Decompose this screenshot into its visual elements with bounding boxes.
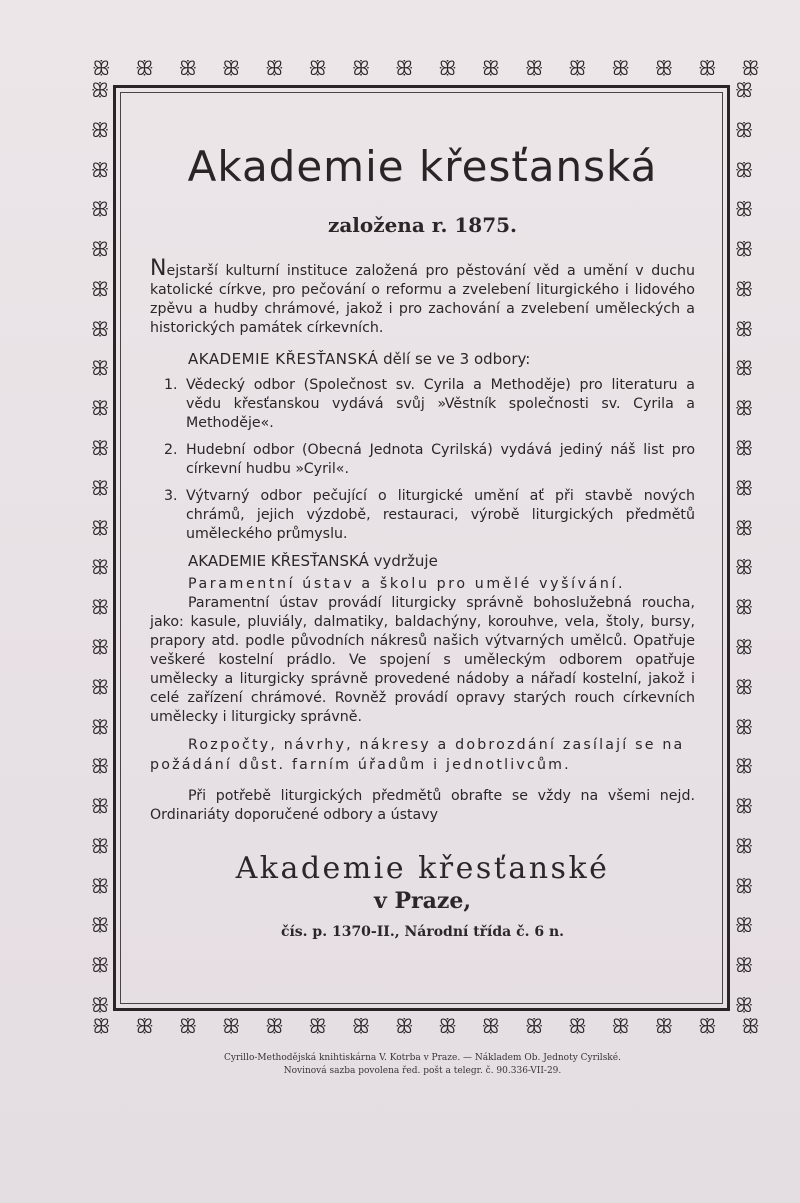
ornament-icon: ꕥ [221, 1014, 241, 1038]
ornament-icon: ꕥ [734, 833, 754, 858]
ornament-icon: ꕥ [92, 56, 111, 80]
ornament-icon: ꕥ [90, 316, 110, 341]
ornament-icon: ꕥ [90, 595, 110, 620]
ornament-icon: ꕥ [90, 436, 110, 461]
ornament-icon: ꕥ [90, 953, 110, 978]
ornament-icon: ꕥ [734, 396, 754, 421]
document-body [150, 130, 695, 990]
signature-address: čís. p. 1370-II., Národní třída č. 6 n. [280, 924, 565, 940]
ornament-icon: ꕥ [734, 634, 754, 659]
ornament-icon: ꕥ [654, 1014, 674, 1038]
divisions-heading-rest: dělí se ve 3 odbory: [378, 350, 531, 368]
ornament-icon: ꕥ [90, 794, 110, 819]
ornament-icon: ꕥ [90, 356, 110, 381]
ornament-icon: ꕥ [90, 78, 110, 102]
ornament-icon: ꕥ [697, 56, 717, 80]
ornament-icon: ꕥ [481, 56, 501, 80]
signature-city: v Praze, [374, 888, 471, 914]
ornament-icon: ꕥ [734, 754, 754, 779]
ornament-icon: ꕥ [734, 992, 754, 1017]
ornament-icon: ꕥ [734, 714, 754, 739]
maintains-heading [150, 552, 695, 570]
ornament-icon: ꕥ [734, 475, 754, 500]
ornament-icon: ꕥ [92, 1014, 111, 1038]
intro-text: ejstarší kulturní instituce založená pro pěstování věd a umění v duchu katolické církve, pro pečování o reformu a zvelebení liturgického i lidového zpěvu a hudby chrámové, jakož i pro zachování a zvelebení uměleckých a historických památek církevních. [150, 263, 695, 336]
ornament-icon: ꕥ [178, 1014, 198, 1038]
maintains-heading-lead: AKADEMIE KŘESŤANSKÁ [188, 552, 369, 570]
ornament-icon: ꕥ [90, 396, 110, 421]
ornament-icon: ꕥ [481, 1014, 501, 1038]
intro-paragraph [150, 256, 695, 338]
ornament-icon: ꕥ [90, 833, 110, 858]
page-title: Akademie křesťanská [187, 142, 658, 191]
list-item-number: 1. [164, 377, 178, 393]
ornament-icon: ꕥ [524, 56, 544, 80]
ornament-icon: ꕥ [734, 157, 754, 182]
ornament-icon: ꕥ [734, 913, 754, 938]
ornament-border-bottom [92, 1016, 760, 1036]
maintains-heading-rest: vydržuje [368, 552, 438, 570]
ornament-icon: ꕥ [734, 197, 754, 222]
ornament-icon: ꕥ [178, 56, 198, 80]
ornament-icon: ꕥ [734, 873, 754, 898]
ornament-icon: ꕥ [90, 237, 110, 262]
ornament-icon: ꕥ [394, 56, 414, 80]
ornament-icon: ꕥ [90, 634, 110, 659]
imprint-line-2: Novinová sazba povolena řed. pošt a telegr. č. 90.336-VII-29. [283, 1066, 562, 1076]
ornament-icon: ꕥ [741, 1014, 760, 1038]
list-item-text: Vědecký odbor (Společnost sv. Cyrila a Methoděje) pro literaturu a vědu křesťanskou vydává svůj »Věstník společnosti sv. Cyrila a Methoděje«. [186, 377, 695, 431]
imprint-line-1: Cyrillo-Methodějská knihtiskárna V. Kotrba v Praze. — Nákladem Ob. Jednoty Cyrilské. [224, 1053, 621, 1063]
ornament-icon: ꕥ [90, 555, 110, 580]
closing-text: Při potřebě liturgických předmětů obrafte se vždy na všemi nejd. Ordinariáty doporučené odbory a ústavy [150, 788, 695, 823]
ornament-icon: ꕥ [90, 913, 110, 938]
list-item [150, 487, 695, 544]
ornament-icon: ꕥ [221, 56, 241, 80]
divisions-heading-lead: AKADEMIE KŘESŤANSKÁ [188, 350, 379, 368]
ornament-icon: ꕥ [90, 515, 110, 540]
list-item [150, 376, 695, 433]
signature-name: Akademie křesťanské [235, 851, 610, 886]
ornament-icon: ꕥ [135, 56, 154, 80]
ornament-icon: ꕥ [734, 953, 754, 978]
ornament-icon: ꕥ [734, 436, 754, 461]
ornament-icon: ꕥ [568, 56, 587, 80]
printer-imprint [150, 1052, 695, 1078]
ornament-icon: ꕥ [90, 157, 110, 182]
ornament-border-right [730, 80, 758, 1015]
ornament-icon: ꕥ [351, 1014, 371, 1038]
ornament-icon: ꕥ [568, 1014, 587, 1038]
divisions-list [150, 376, 695, 544]
ornament-icon: ꕥ [90, 475, 110, 500]
ornament-icon: ꕥ [734, 356, 754, 381]
ornament-icon: ꕥ [308, 56, 327, 80]
ornament-icon: ꕥ [741, 56, 760, 80]
ornament-icon: ꕥ [351, 56, 371, 80]
ornament-icon: ꕥ [265, 56, 284, 80]
ornament-icon: ꕥ [308, 1014, 327, 1038]
ornament-icon: ꕥ [438, 56, 457, 80]
ornament-icon: ꕥ [697, 1014, 717, 1038]
ornament-icon: ꕥ [611, 1014, 630, 1038]
ornament-icon: ꕥ [90, 197, 110, 222]
ornament-icon: ꕥ [394, 1014, 414, 1038]
ornament-icon: ꕥ [734, 555, 754, 580]
ornament-icon: ꕥ [135, 1014, 154, 1038]
ornament-icon: ꕥ [90, 992, 110, 1017]
ornament-icon: ꕥ [265, 1014, 284, 1038]
list-item-text: Výtvarný odbor pečující o liturgické umění ať při stavbě nových chrámů, jejich výzdobě, restauraci, výrobě liturgických předmětů uměleckého průmyslu. [186, 488, 695, 542]
ornament-icon: ꕥ [438, 1014, 457, 1038]
ornament-icon: ꕥ [90, 276, 110, 301]
institute-text: Paramentní ústav provádí liturgicky správně bohoslužebná roucha, jako: kasule, pluviály, dalmatiky, baldachýny, korouhve, vela, štoly, bursy, prapory atd. podle původních nákresů našich výtvarných umělců. Opatřuje veškeré kostelní prádlo. Ve spojení s uměleckým odborem opatřuje umělecky a liturgicky správně provedené nádoby a nářadí kostelní, jakož i celé zařízení chrámové. Rovněž provádí opravy starých rouch církevních umělecky i liturgicky správně. [150, 595, 695, 725]
ornament-icon: ꕥ [734, 316, 754, 341]
ornament-icon: ꕥ [90, 754, 110, 779]
ornament-icon: ꕥ [90, 674, 110, 699]
list-item-number: 2. [164, 442, 178, 458]
ornament-icon: ꕥ [611, 56, 630, 80]
ornament-icon: ꕥ [734, 117, 754, 142]
list-item [150, 441, 695, 479]
ornament-border-top [92, 58, 760, 78]
list-item-text: Hudební odbor (Obecná Jednota Cyrilská) vydává jediný náš list pro církevní hudbu »Cyril«. [186, 442, 695, 477]
ornament-icon: ꕥ [90, 714, 110, 739]
ornament-icon: ꕥ [90, 117, 110, 142]
divisions-heading [150, 350, 695, 368]
ornament-icon: ꕥ [734, 794, 754, 819]
ornament-icon: ꕥ [654, 56, 674, 80]
ornament-border-left [86, 80, 114, 1015]
founded-year: založena r. 1875. [327, 213, 518, 237]
ornament-icon: ꕥ [524, 1014, 544, 1038]
institute-line: Paramentní ústav a školu pro umělé vyšívání. [188, 576, 626, 592]
ornament-icon: ꕥ [734, 78, 754, 102]
list-item-number: 3. [164, 488, 178, 504]
estimates-text: Rozpočty, návrhy, nákresy a dobrozdání zasílají se na požádání důst. farním úřadům i jednotlivcům. [150, 737, 685, 773]
ornament-icon: ꕥ [734, 237, 754, 262]
ornament-icon: ꕥ [734, 674, 754, 699]
ornament-icon: ꕥ [734, 276, 754, 301]
ornament-icon: ꕥ [734, 595, 754, 620]
ornament-icon: ꕥ [90, 873, 110, 898]
ornament-icon: ꕥ [734, 515, 754, 540]
drop-cap: N [150, 256, 167, 281]
